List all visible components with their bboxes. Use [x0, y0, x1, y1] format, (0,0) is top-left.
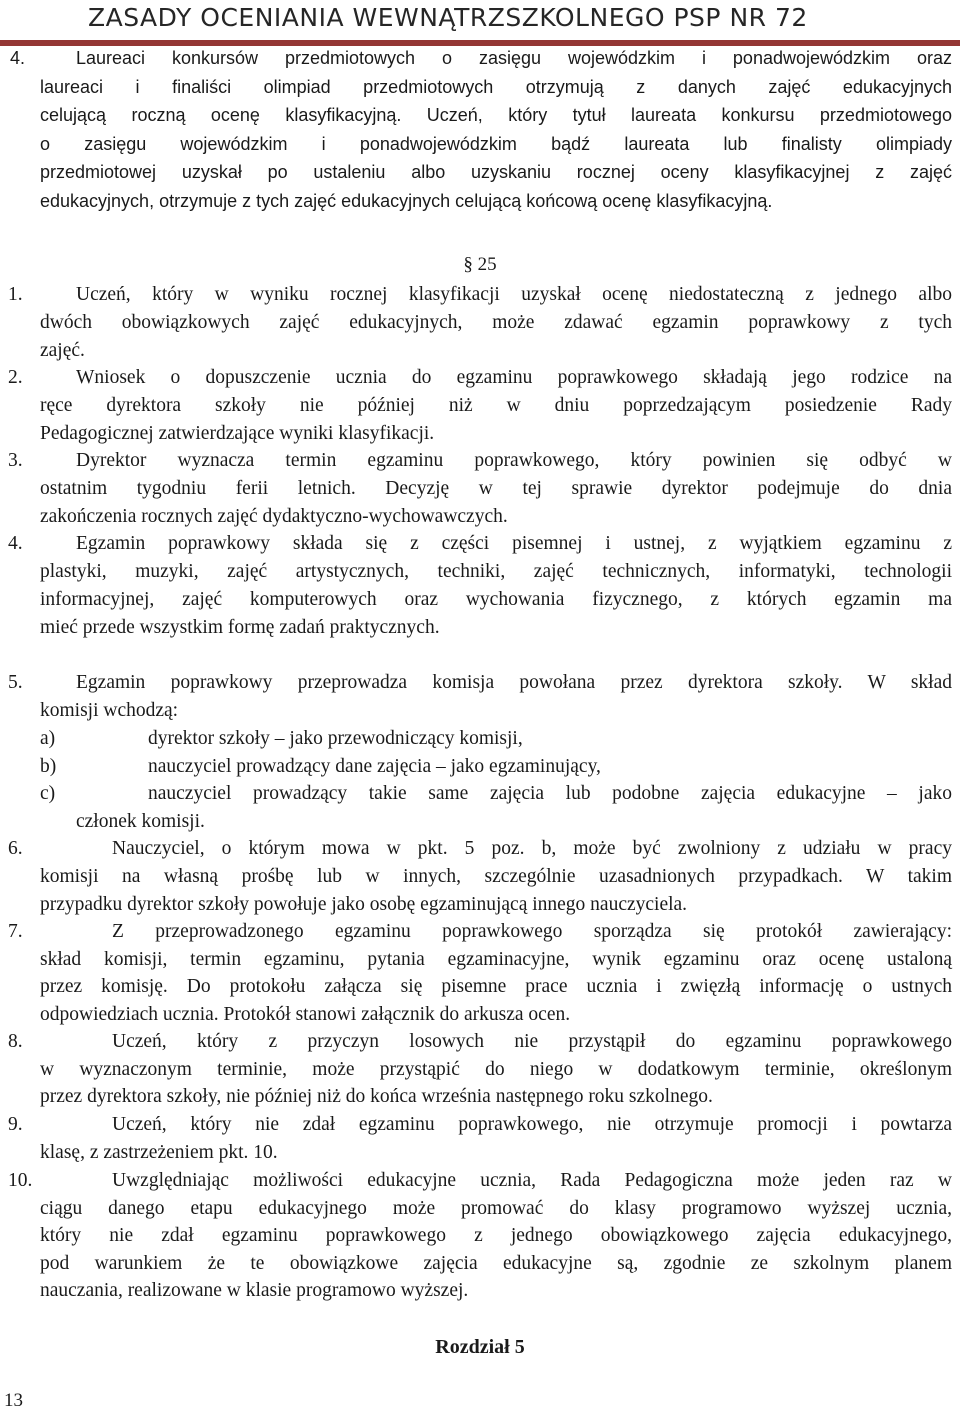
list-item-10-line: pod warunkiem że te obowiązkowe zajęcia edukacyjne są, zgodnie ze szkolnym planem [40, 1252, 952, 1274]
list-item-3-number: 3. [8, 450, 23, 471]
list-item-2-line: ręce dyrektora szkoły nie później niż w dniu poprzedzającym posiedzenie Rady [40, 395, 952, 416]
list-item-1-number: 1. [8, 284, 23, 305]
paragraph-4-laureates-line: laureaci i finaliści olimpiad przedmiotowych otrzymują z danych zajęć edukacyjnych [40, 76, 952, 97]
list-item-9-number: 9. [8, 1114, 23, 1135]
list-item-8-line: Uczeń, który z przyczyn losowych nie przystąpił do egzaminu poprawkowego [112, 1031, 952, 1052]
list-item-4-line: informacyjnej, zajęć komputerowych oraz wychowania fizycznego, z których egzamin ma [40, 589, 952, 610]
list-item-7-line: Z przeprowadzonego egzaminu poprawkowego sporządza się protokół zawierający: [112, 921, 952, 942]
list-item-5-number: 5. [8, 672, 23, 693]
list-item-1-line: zajęć. [40, 340, 85, 361]
list-item-4-line: Egzamin poprawkowy składa się z części pisemnej i ustnej, z wyjątkiem egzaminu z [76, 533, 952, 554]
list-item-8-line: przez dyrektora szkoły, nie później niż do końca września następnego roku szkolnego. [40, 1086, 713, 1107]
paragraph-4-laureates-line: celującą roczną ocenę klasyfikacyjną. Uczeń, który tytuł laureata konkursu przedmiotowego [40, 105, 952, 125]
list-item-8-line: w wyznaczonym terminie, może przystąpić do niego w dodatkowym terminie, określonym [40, 1058, 952, 1080]
list-item-4-number: 4. [8, 533, 23, 554]
list-item-2-number: 2. [8, 367, 23, 388]
list-item-b-number: b) [40, 756, 57, 777]
list-item-6-line: komisji na własną prośbę lub w innych, szczególnie uzasadnionych przypadkach. W takim [40, 866, 952, 887]
list-item-3-line: ostatnim tygodniu ferii letnich. Decyzję w tej sprawie dyrektor podejmuje do dnia [40, 478, 952, 499]
list-item-7-line: skład komisji, termin egzaminu, pytania egzaminacyjne, wynik egzaminu oraz ocenę ustaloną [40, 948, 952, 970]
list-item-10-line: Uwzględniając możliwości edukacyjne ucznia, Rada Pedagogiczna może jeden raz w [112, 1170, 952, 1191]
page-number: 13 [4, 1390, 23, 1411]
list-item-7-line: odpowiedziach ucznia. Protokół stanowi załącznik do arkusza ocen. [40, 1003, 571, 1025]
list-item-5-line: Egzamin poprawkowy przeprowadza komisja powołana przez dyrektora szkoły. W skład [76, 672, 952, 693]
list-item-5-line: komisji wchodzą: [40, 700, 179, 721]
list-item-a-line: dyrektor szkoły – jako przewodniczący komisji, [148, 728, 523, 749]
paragraph-4-laureates-line: Laureaci konkursów przedmiotowych o zasięgu wojewódzkim i ponadwojewódzkim oraz [76, 48, 952, 68]
list-item-7-number: 7. [8, 921, 23, 942]
list-item-c-line: nauczyciel prowadzący takie same zajęcia lub podobne zajęcia edukacyjne – jako [148, 783, 952, 804]
list-item-1-line: Uczeń, który w wyniku rocznej klasyfikacji uzyskał ocenę niedostateczną z jednego albo [76, 284, 952, 305]
list-item-9-line: Uczeń, który nie zdał egzaminu poprawkowego, nie otrzymuje promocji i powtarza [112, 1114, 952, 1135]
list-item-3-line: Dyrektor wyznacza termin egzaminu poprawkowego, który powinien się odbyć w [76, 450, 952, 471]
paragraph-4-laureates-line: o zasięgu wojewódzkim i ponadwojewódzkim bądź laureata lub finalisty olimpiady [40, 133, 952, 154]
page-header [0, 0, 960, 46]
list-item-10-line: który nie zdał egzaminu poprawkowego z jednego obowiązkowego zajęcia edukacyjnego, [40, 1225, 952, 1246]
list-item-10-line: ciągu danego etapu edukacyjnego może promować do klasy programowo wyższej ucznia, [40, 1197, 952, 1219]
list-item-4-line: plastyki, muzyki, zajęć artystycznych, techniki, zajęć technicznych, informatyki, technologii [40, 561, 952, 582]
list-item-6-line: Nauczyciel, o którym mowa w pkt. 5 poz. b, może być zwolniony z udziału w pracy [112, 838, 952, 859]
list-item-c-number: c) [40, 783, 56, 804]
list-item-10-number: 10. [8, 1170, 33, 1191]
paragraph-4-laureates-number: 4. [10, 48, 26, 68]
list-item-9-line: klasę, z zastrzeżeniem pkt. 10. [40, 1141, 278, 1163]
section-mark: § 25 [463, 254, 497, 275]
chapter-heading: Rozdział 5 [435, 1336, 525, 1358]
list-item-10-line: nauczania, realizowane w klasie programowo wyższej. [40, 1280, 469, 1301]
list-item-a-number: a) [40, 728, 56, 749]
list-item-3-line: zakończenia rocznych zajęć dydaktyczno-wychowawczych. [40, 506, 508, 527]
list-item-2-line: Wniosek o dopuszczenie ucznia do egzaminu poprawkowego składają jego rodzice na [76, 367, 952, 388]
list-item-c-line: członek komisji. [76, 811, 205, 832]
paragraph-4-laureates-line: przedmiotowej uzyskał po ustaleniu albo uzyskaniu rocznej oceny klasyfikacyjnej z zajęć [40, 162, 952, 182]
list-item-6-line: przypadku dyrektor szkoły powołuje jako osobę egzaminującą innego nauczyciela. [40, 894, 688, 915]
list-item-4-line: mieć przede wszystkim formę zadań praktycznych. [40, 617, 440, 638]
list-item-b-line: nauczyciel prowadzący dane zajęcia – jako egzaminujący, [148, 756, 601, 777]
paragraph-4-laureates-line: edukacyjnych, otrzymuje z tych zajęć edukacyjnych celującą końcową ocenę klasyfikacyjną. [40, 190, 773, 211]
list-item-8-number: 8. [8, 1031, 23, 1052]
list-item-6-number: 6. [8, 838, 23, 859]
document-title: ZASADY OCENIANIA WEWNĄTRZSZKOLNEGO PSP NR 72 [88, 3, 808, 32]
list-item-1-line: dwóch obowiązkowych zajęć edukacyjnych, może zdawać egzamin poprawkowy z tych [40, 312, 952, 333]
list-item-2-line: Pedagogicznej zatwierdzające wyniki klasyfikacji. [40, 423, 435, 444]
list-item-7-line: przez komisję. Do protokołu załącza się pisemne prace ucznia i zwięzłą informację o ustnych [40, 976, 952, 997]
